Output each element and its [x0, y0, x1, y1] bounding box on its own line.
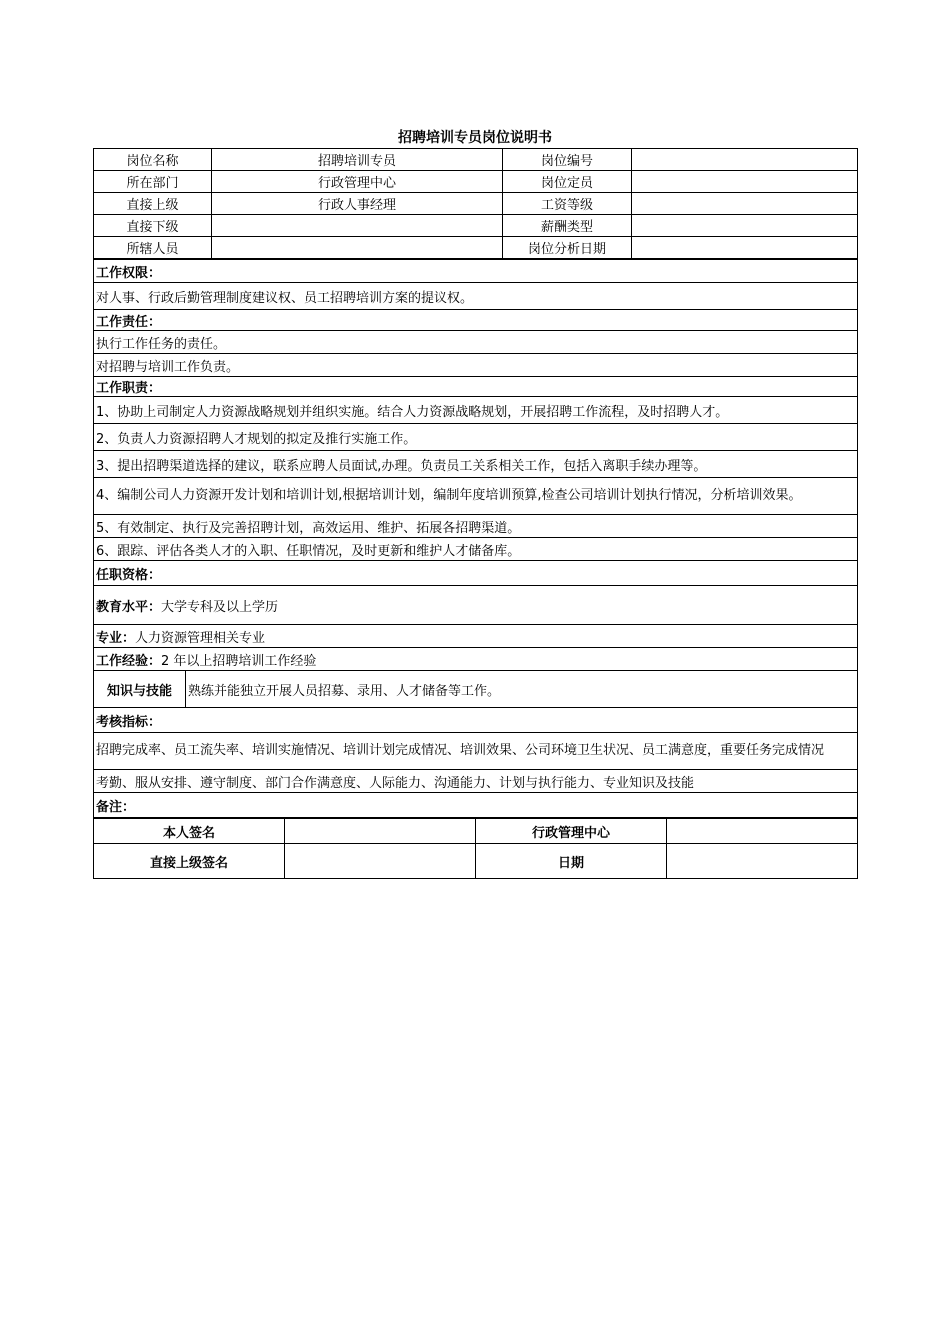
- dept-value: 行政管理中心: [212, 171, 503, 193]
- info-row: [94, 193, 858, 215]
- staff-value: [212, 237, 503, 259]
- duties-heading: 工作职责：: [94, 377, 858, 397]
- superior-signature-label: 直接上级签名: [94, 844, 285, 879]
- job-description-sheet: [93, 128, 857, 879]
- position-name-value: 招聘培训专员: [212, 149, 503, 171]
- skills-value: 熟练并能独立开展人员招募、录用、人才储备等工作。: [186, 671, 858, 708]
- self-signature-field[interactable]: [285, 819, 476, 844]
- content-table: [93, 259, 858, 818]
- pay-type-label: 薪酬类型: [503, 215, 632, 237]
- major-value: 人力资源管理相关专业: [135, 630, 266, 646]
- admin-center-label: 行政管理中心: [476, 819, 667, 844]
- position-no-label: 岗位编号: [503, 149, 632, 171]
- subordinate-label: 直接下级: [94, 215, 212, 237]
- duty-item: 1、协助上司制定人力资源战略规划并组织实施。结合人力资源战略规划，开展招聘工作流程，及时招聘人才。: [94, 397, 858, 424]
- basic-info-table: [93, 148, 858, 259]
- experience-label: 工作经验：: [96, 653, 162, 669]
- education-label: 教育水平：: [96, 599, 162, 615]
- signature-table: [93, 818, 858, 879]
- position-name-label: 岗位名称: [94, 149, 212, 171]
- skills-label: 知识与技能: [94, 671, 186, 708]
- document-title: 招聘培训专员岗位说明书: [398, 130, 552, 146]
- analysis-date-value: [632, 237, 858, 259]
- duty-item: 6、跟踪、评估各类人才的入职、任职情况，及时更新和维护人才储备库。: [94, 538, 858, 561]
- analysis-date-label: 岗位分析日期: [503, 237, 632, 259]
- pay-type-value: [632, 215, 858, 237]
- experience-row: [94, 648, 858, 671]
- subordinate-value: [212, 215, 503, 237]
- responsibility-item: 对招聘与培训工作负责。: [94, 354, 858, 377]
- authority-heading: 工作权限：: [94, 260, 858, 283]
- grade-value: [632, 193, 858, 215]
- admin-center-field[interactable]: [667, 819, 858, 844]
- date-label: 日期: [476, 844, 667, 879]
- info-row: [94, 171, 858, 193]
- qualifications-heading: 任职资格：: [94, 561, 858, 586]
- education-row: [94, 586, 858, 625]
- headcount-label: 岗位定员: [503, 171, 632, 193]
- duty-item: 5、有效制定、执行及完善招聘计划，高效运用、维护、拓展各招聘渠道。: [94, 515, 858, 538]
- kpi-item: 考勤、服从安排、遵守制度、部门合作满意度、人际能力、沟通能力、计划与执行能力、专业知识及技能: [94, 770, 858, 793]
- staff-label: 所辖人员: [94, 237, 212, 259]
- responsibility-heading: 工作责任：: [94, 310, 858, 331]
- info-row: [94, 149, 858, 171]
- duty-item: 2、负责人力资源招聘人才规划的拟定及推行实施工作。: [94, 424, 858, 451]
- info-row: [94, 215, 858, 237]
- duty-item: 4、编制公司人力资源开发计划和培训计划,根据培训计划，编制年度培训预算,检查公司培训计划执行情况，分析培训效果。: [94, 478, 858, 515]
- headcount-value: [632, 171, 858, 193]
- kpi-heading: 考核指标：: [94, 708, 858, 733]
- grade-label: 工资等级: [503, 193, 632, 215]
- position-no-value: [632, 149, 858, 171]
- duty-item: 3、提出招聘渠道选择的建议，联系应聘人员面试,办理。负责员工关系相关工作，包括入离职手续办理等。: [94, 451, 858, 478]
- responsibility-item: 执行工作任务的责任。: [94, 331, 858, 354]
- education-value: 大学专科及以上学历: [161, 599, 279, 615]
- superior-signature-field[interactable]: [285, 844, 476, 879]
- info-row: [94, 237, 858, 259]
- authority-item: 对人事、行政后勤管理制度建议权、员工招聘培训方案的提议权。: [94, 283, 858, 310]
- self-signature-label: 本人签名: [94, 819, 285, 844]
- major-row: [94, 625, 858, 648]
- dept-label: 所在部门: [94, 171, 212, 193]
- superior-value: 行政人事经理: [212, 193, 503, 215]
- kpi-item: 招聘完成率、员工流失率、培训实施情况、培训计划完成情况、培训效果、公司环境卫生状况、员工满意度，重要任务完成情况: [94, 733, 858, 770]
- experience-value: 2 年以上招聘培训工作经验: [161, 653, 317, 669]
- major-label: 专业：: [96, 630, 136, 646]
- date-field[interactable]: [667, 844, 858, 879]
- remarks-heading: 备注：: [94, 793, 858, 818]
- superior-label: 直接上级: [94, 193, 212, 215]
